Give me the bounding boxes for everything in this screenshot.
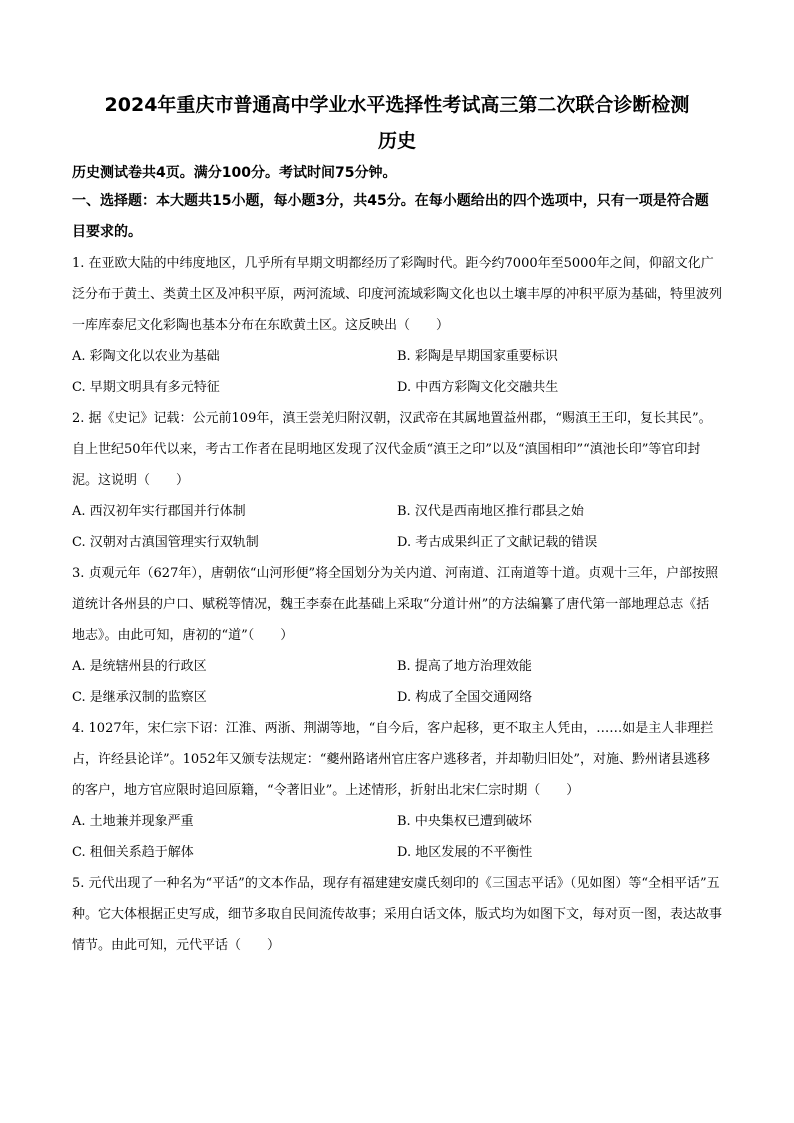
option-b: B. 中央集权已遭到破坏 [397, 814, 532, 829]
option-c: C. 早期文明具有多元特征 [72, 380, 220, 395]
question-2 [72, 403, 722, 558]
question-1 [72, 248, 722, 403]
question-stem: 2. 据《史记》记载：公元前109年，滇王尝羌归附汉朝，汉武帝在其属地置益州郡，“赐滇王王印，复长其民”。自上世纪50年代以来，考古工作者在昆明地区发现了汉代金质“滇王之印”以及“滇国相印”“滇池长印”等官印封泥。这说明（ ） [72, 411, 712, 488]
question-4 [72, 713, 722, 868]
question-3 [72, 558, 722, 713]
exam-page [72, 88, 722, 961]
section-heading: 一、选择题：本大题共15小题，每小题3分，共45分。在每小题给出的四个选项中，只有一项是符合题目要求的。 [72, 193, 709, 240]
question-options [72, 651, 722, 713]
option-a: A. 彩陶文化以农业为基础 [72, 349, 220, 364]
option-a: A. 是统辖州县的行政区 [72, 659, 207, 674]
option-d: D. 考古成果纠正了文献记载的错误 [397, 535, 598, 550]
option-c: C. 是继承汉制的监察区 [72, 690, 207, 705]
question-stem: 3. 贞观元年（627年），唐朝依“山河形便”将全国划分为关内道、河南道、江南道等十道。贞观十三年，户部按照道统计各州县的户口、赋税等情况，魏王李泰在此基础上采取“分道计州”的方法编纂了唐代第一部地理总志《括地志》。由此可知，唐初的“道”（ ） [72, 566, 719, 643]
question-options [72, 496, 722, 558]
option-c: C. 汉朝对古滇国管理实行双轨制 [72, 535, 259, 550]
question-stem: 1. 在亚欧大陆的中纬度地区，几乎所有早期文明都经历了彩陶时代。距今约7000年至5000年之间，仰韶文化广泛分布于黄土、类黄土区及冲积平原，两河流域、印度河流域彩陶文化也以土壤丰厚的冲积平原为基础，特里波列一库库泰尼文化彩陶也基本分布在东欧黄土区。这反映出（ ） [72, 256, 723, 333]
option-b: B. 彩陶是早期国家重要标识 [397, 349, 558, 364]
page-title: 2024年重庆市普通高中学业水平选择性考试高三第二次联合诊断检测 [104, 94, 690, 116]
option-a: A. 西汉初年实行郡国并行体制 [72, 504, 246, 519]
option-b: B. 提高了地方治理效能 [397, 659, 532, 674]
question-5 [72, 868, 722, 961]
option-d: D. 地区发展的不平衡性 [397, 845, 533, 860]
exam-instructions: 历史测试卷共4页。满分100分。考试时间75分钟。 [72, 165, 397, 181]
question-options [72, 806, 722, 868]
question-stem: 4. 1027年，宋仁宗下诏：江淮、两浙、荆湖等地，“自今后，客户起移，更不取主人凭由，……如是主人非理拦占，许经县论详”。1052年又颁专法规定：“夔州路诸州官庄客户逃移者，并却勒归旧处”，对施、黔州诸县逃移的客户，地方官应限时追回原籍，“令著旧业”。上述情形，折射出北宋仁宗时期（ ） [72, 721, 714, 798]
option-b: B. 汉代是西南地区推行郡县之始 [397, 504, 584, 519]
option-c: C. 租佃关系趋于解体 [72, 845, 194, 860]
option-d: D. 构成了全国交通网络 [397, 690, 533, 705]
question-options [72, 341, 722, 403]
option-a: A. 土地兼并现象严重 [72, 814, 194, 829]
subject-title: 历史 [377, 130, 416, 152]
question-stem: 5. 元代出现了一种名为“平话”的文本作品，现存有福建建安虞氏刻印的《三国志平话》（见如图）等“全相平话”五种。它大体根据正史写成，细节多取自民间流传故事；采用白话文体，版式均为如图下文，每对页一图，表达故事情节。由此可知，元代平话（ ） [72, 876, 723, 953]
option-d: D. 中西方彩陶文化交融共生 [397, 380, 559, 395]
